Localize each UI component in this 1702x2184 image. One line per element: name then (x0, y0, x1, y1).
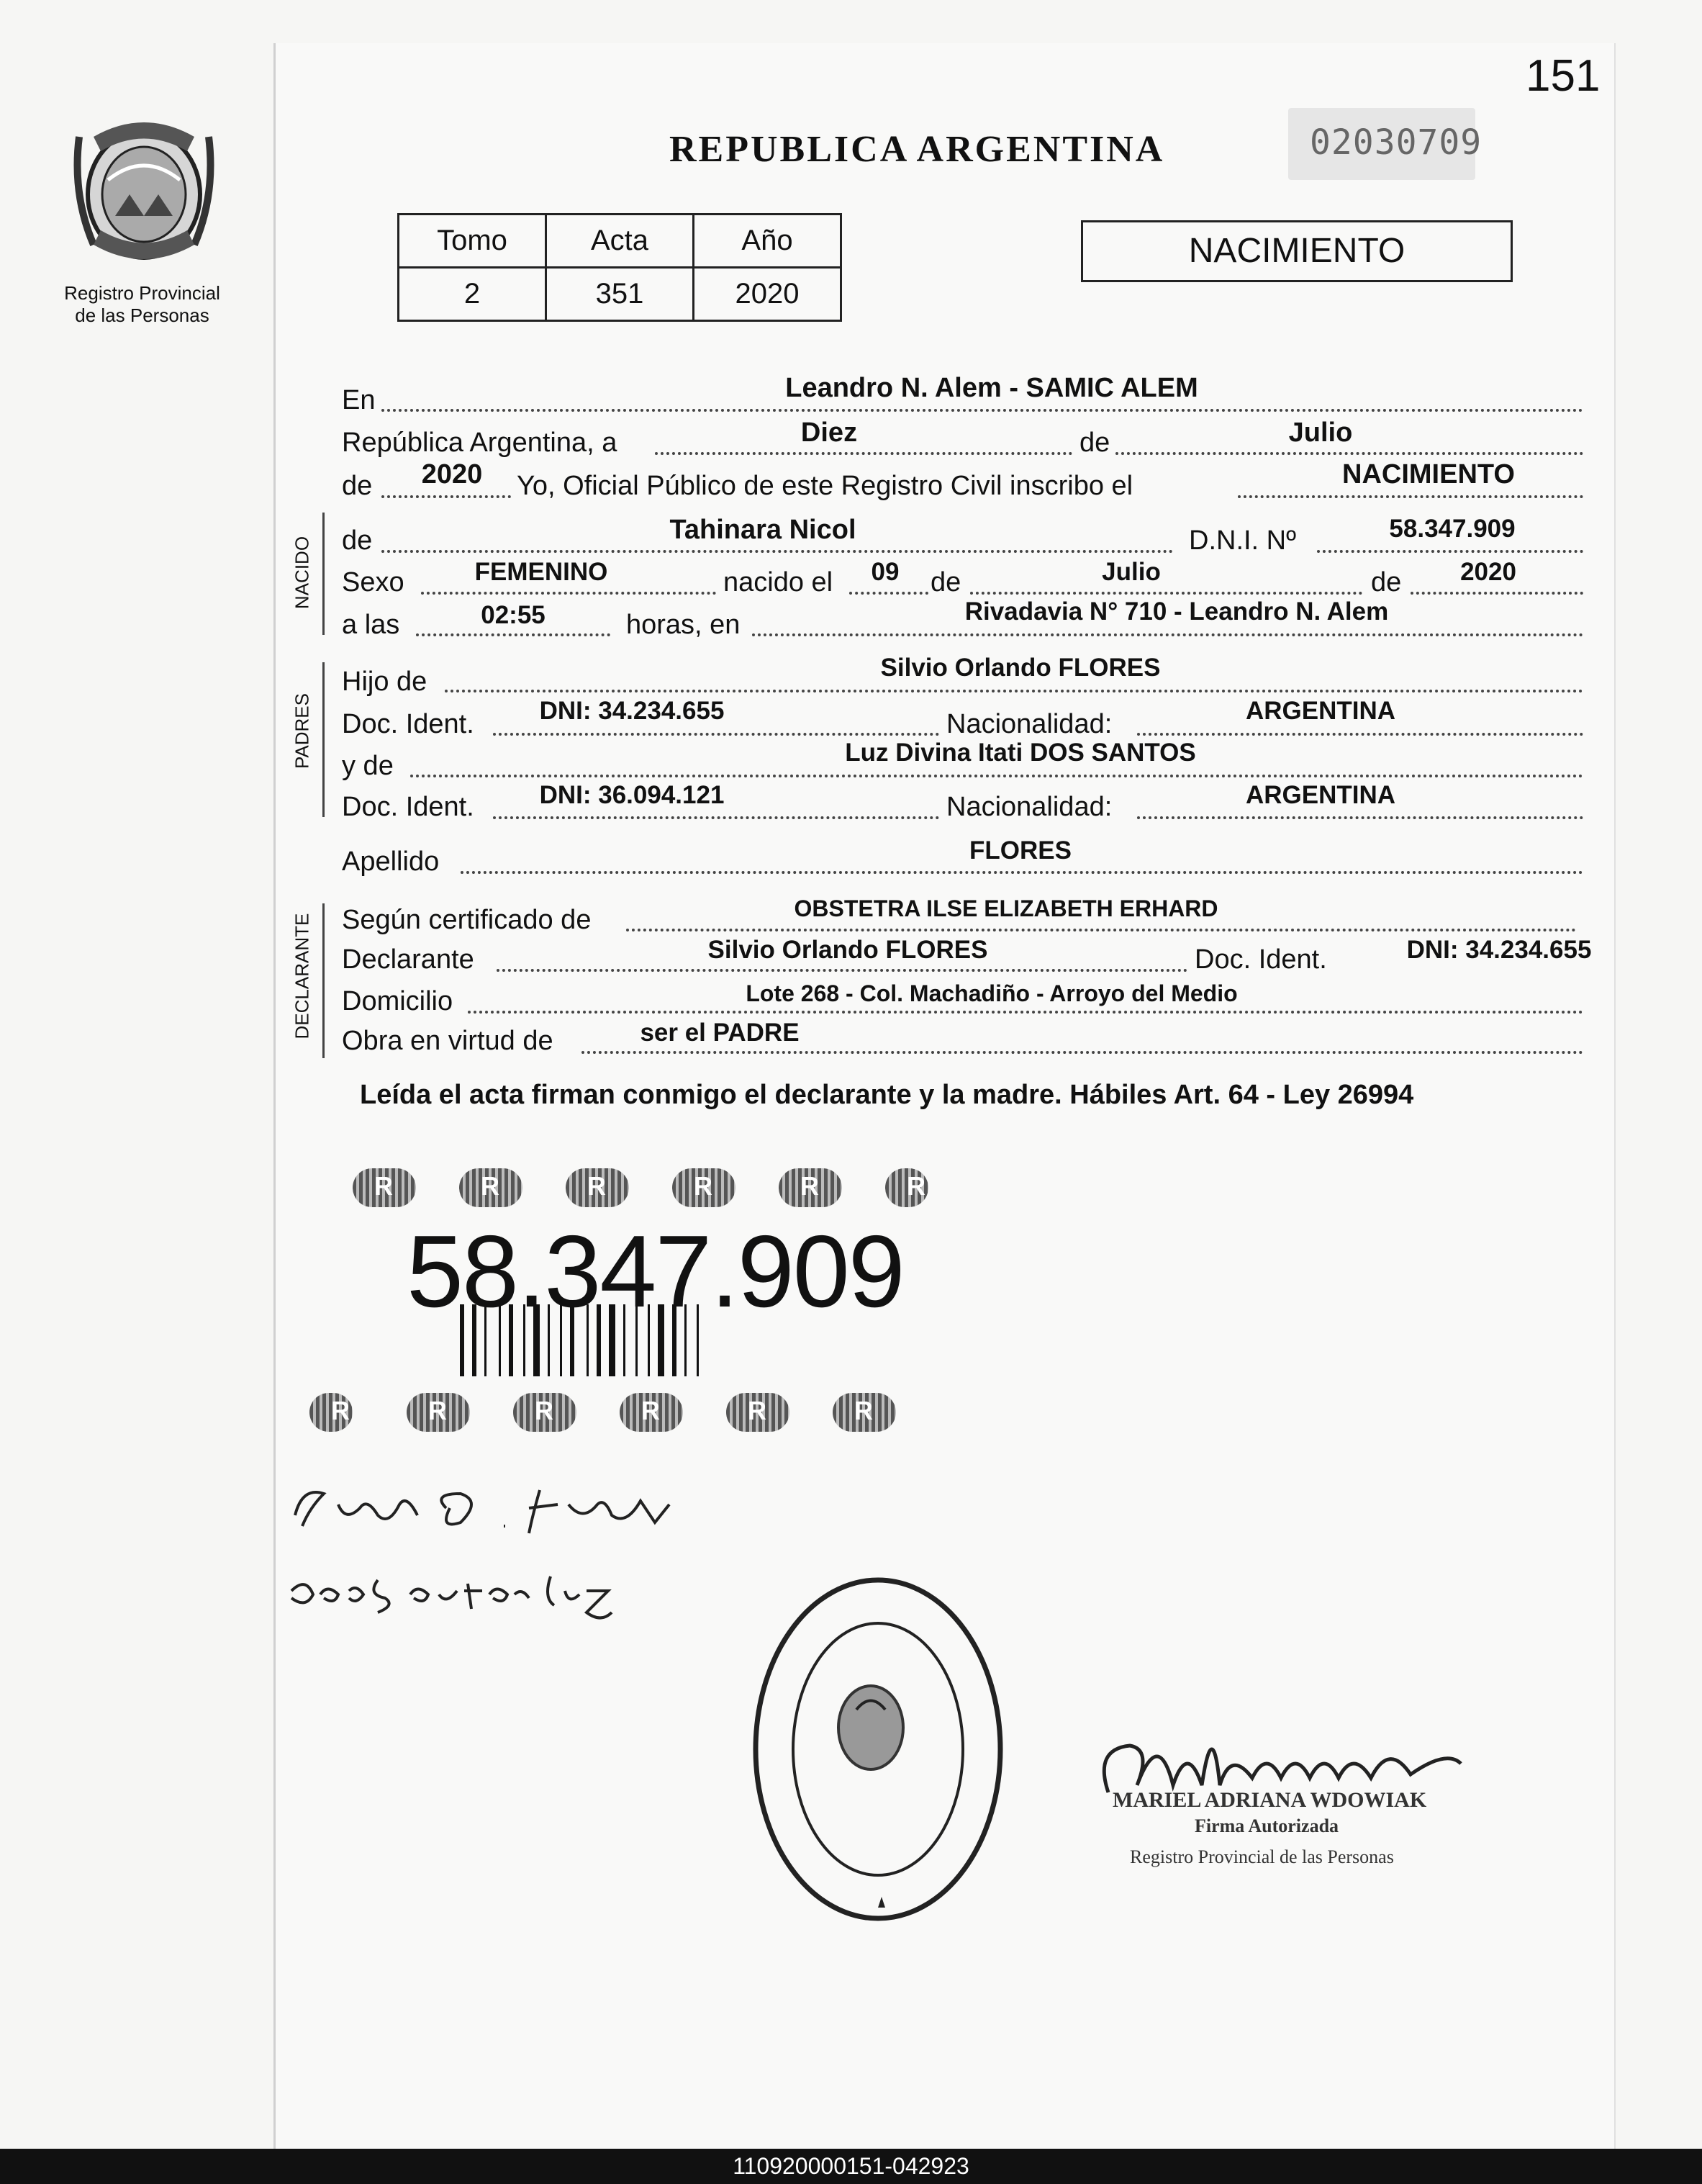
certificate-issuer: OBSTETRA ILSE ELIZABETH ERHARD (794, 895, 1218, 921)
table-header: Año (694, 215, 841, 268)
registration-year: 2020 (421, 459, 483, 489)
dotted-line (970, 592, 1362, 595)
watermark-icon: R (459, 1168, 522, 1207)
dotted-line (381, 409, 1583, 412)
label-segun-certificado: Según certificado de (342, 905, 592, 935)
dotted-line (410, 775, 1583, 777)
registry-label: Registro Provincial de las Personas (64, 282, 220, 326)
dotted-line (416, 633, 610, 636)
dotted-line (381, 495, 511, 498)
declarant-signature (281, 1465, 684, 1544)
declarant-doc: DNI: 34.234.655 (1406, 936, 1592, 964)
label-nacionalidad: Nacionalidad: (946, 709, 1113, 739)
child-dni: 58.347.909 (1389, 515, 1516, 543)
section-label-padres: PADRES (291, 693, 313, 769)
label-nacido-el: nacido el (723, 567, 833, 597)
label-declarante: Declarante (342, 944, 474, 975)
label-de-year: de (342, 471, 373, 501)
dotted-line (381, 550, 1173, 553)
dotted-line (468, 1011, 1583, 1014)
label-y-de: y de (342, 751, 394, 781)
label-horas-en: horas, en (626, 610, 741, 640)
mother-nationality: ARGENTINA (1245, 781, 1396, 809)
registration-place: Leandro N. Alem - SAMIC ALEM (785, 373, 1198, 403)
mother-signature (284, 1555, 615, 1634)
dotted-line (1411, 592, 1583, 595)
table-header: Acta (546, 215, 694, 268)
watermark-icon: R (407, 1393, 470, 1432)
dotted-line (1238, 495, 1583, 498)
svg-text:MARIEL ADRIANA WDOWIAK: MARIEL ADRIANA WDOWIAK (1113, 1788, 1427, 1812)
label-a-las: a las (342, 610, 400, 640)
dotted-line (581, 1051, 1583, 1054)
watermark-icon: R (726, 1393, 789, 1432)
record-table (397, 213, 842, 322)
section-bracket (322, 662, 325, 817)
registration-day: Diez (800, 418, 858, 448)
label-de: de (1079, 428, 1110, 458)
father-doc: DNI: 34.234.655 (539, 697, 725, 725)
watermark-icon: R (566, 1168, 629, 1207)
serial-number: 02030709 (1310, 122, 1483, 163)
section-bracket (322, 903, 325, 1058)
reading-note: Leída el acta firman conmigo el declarante y la madre. Hábiles Art. 64 - Ley 26994 (360, 1080, 1414, 1110)
watermark-icon: R (885, 1168, 928, 1207)
label-doc-ident: Doc. Ident. (342, 709, 474, 739)
serial-stamp (1288, 108, 1483, 180)
dotted-line (849, 592, 928, 595)
dotted-line (493, 733, 939, 736)
birth-time: 02:55 (481, 601, 546, 629)
dotted-line (1137, 816, 1583, 819)
child-sex: FEMENINO (474, 558, 608, 586)
dotted-line (1137, 733, 1583, 736)
label-oficial: Yo, Oficial Público de este Registro Civil inscribo el (517, 471, 1133, 501)
watermark-icon: R (309, 1393, 353, 1432)
watermark-icon: R (513, 1393, 576, 1432)
surname: FLORES (969, 836, 1072, 865)
label-nacionalidad: Nacionalidad: (946, 792, 1113, 822)
watermark-icon: R (620, 1393, 683, 1432)
registration-month: Julio (1288, 418, 1353, 448)
birth-month: Julio (1102, 558, 1161, 586)
document-title: REPUBLICA ARGENTINA (669, 129, 1165, 170)
section-bracket (322, 513, 325, 635)
mother-name: Luz Divina Itati DOS SANTOS (845, 739, 1196, 767)
dotted-line (493, 816, 939, 819)
label-domicilio: Domicilio (342, 986, 453, 1016)
svg-text:Firma Autorizada: Firma Autorizada (1195, 1815, 1339, 1836)
birth-day: 09 (871, 558, 900, 586)
dotted-line (1317, 550, 1583, 553)
label-de-year: de (1371, 567, 1402, 597)
section-label-declarante: DECLARANTE (291, 913, 313, 1039)
birth-place: Rivadavia N° 710 - Leandro N. Alem (964, 597, 1389, 626)
label-en: En (342, 385, 376, 415)
label-hijo-de: Hijo de (342, 667, 427, 697)
official-signature (1087, 1706, 1490, 1814)
page-number: 151 (1526, 51, 1601, 101)
dotted-line (655, 452, 1072, 455)
label-apellido: Apellido (342, 847, 440, 877)
dotted-line (497, 969, 1187, 972)
label-republica: República Argentina, a (342, 428, 617, 458)
dotted-line (1115, 452, 1583, 455)
declarant-reason: ser el PADRE (640, 1019, 800, 1047)
label-doc-ident: Doc. Ident. (342, 792, 474, 822)
coat-of-arms-icon (65, 108, 223, 281)
father-name: Silvio Orlando FLORES (880, 654, 1161, 682)
table-cell: 351 (546, 268, 694, 321)
declarant-address: Lote 268 - Col. Machadiño - Arroyo del Medio (746, 980, 1238, 1006)
watermark-icon: R (672, 1168, 735, 1207)
table-cell: 2 (399, 268, 546, 321)
section-label-nacido: NACIDO (291, 536, 313, 610)
id-number: 58.347.909 (407, 1214, 904, 1329)
footer-code: 110920000151-042923 (0, 2149, 1702, 2184)
svg-text:Registro Provincial de las Per: Registro Provincial de las Personas (1130, 1846, 1394, 1867)
dotted-line (445, 690, 1583, 692)
official-office-stamp (1123, 1843, 1483, 1872)
birth-year: 2020 (1460, 558, 1516, 586)
label-obra-en-virtud: Obra en virtud de (342, 1026, 553, 1056)
dotted-line (461, 871, 1583, 874)
dotted-line (421, 592, 716, 595)
label-doc-ident: Doc. Ident. (1195, 944, 1327, 975)
dotted-line (752, 633, 1583, 636)
record-type-box: NACIMIENTO (1081, 220, 1513, 282)
table-header: Tomo (399, 215, 546, 268)
mother-doc: DNI: 36.094.121 (539, 781, 725, 809)
registered-type: NACIMIENTO (1342, 459, 1515, 489)
label-dni: D.N.I. Nº (1189, 525, 1296, 556)
table-cell: 2020 (694, 268, 841, 321)
official-role-stamp (1180, 1810, 1418, 1839)
watermark-icon: R (779, 1168, 842, 1207)
declarant-name: Silvio Orlando FLORES (707, 936, 988, 964)
registry-stamp-icon (741, 1569, 1015, 1929)
father-nationality: ARGENTINA (1245, 697, 1396, 725)
watermark-icon: R (833, 1393, 896, 1432)
label-de-month: de (931, 567, 961, 597)
watermark-icon: R (353, 1168, 416, 1207)
label-sexo: Sexo (342, 567, 404, 597)
dotted-line (626, 929, 1576, 931)
label-de-name: de (342, 525, 373, 556)
child-name: Tahinara Nicol (669, 515, 856, 545)
